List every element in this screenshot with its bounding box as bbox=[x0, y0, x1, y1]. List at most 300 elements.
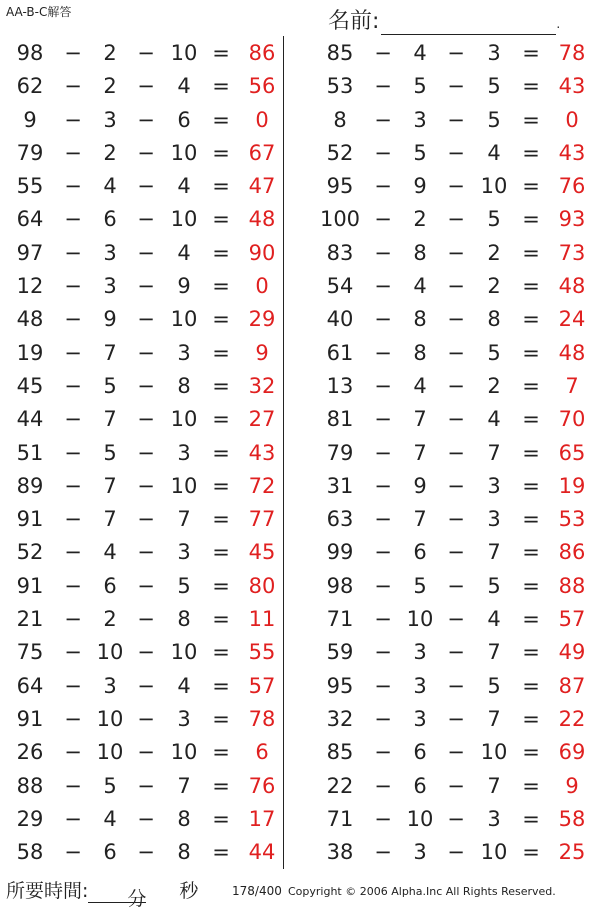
minuend: 29 bbox=[16, 806, 44, 831]
minus-sign: − bbox=[64, 274, 82, 299]
subtrahend-2: 7 bbox=[177, 773, 191, 798]
answer: 48 bbox=[558, 274, 586, 299]
minutes-blank bbox=[88, 884, 147, 910]
minus-sign: − bbox=[447, 507, 465, 532]
problem-row bbox=[300, 770, 600, 803]
equals-sign: = bbox=[522, 806, 540, 831]
problem-row bbox=[0, 104, 300, 137]
problem-row bbox=[0, 237, 300, 270]
minus-sign: − bbox=[447, 74, 465, 99]
minuend: 40 bbox=[326, 307, 354, 332]
problem-row bbox=[300, 237, 600, 270]
answer: 57 bbox=[558, 607, 586, 632]
minus-sign: − bbox=[447, 607, 465, 632]
minus-sign: − bbox=[64, 340, 82, 365]
subtrahend-2: 5 bbox=[487, 107, 501, 132]
minus-sign: − bbox=[374, 274, 392, 299]
subtrahend-1: 10 bbox=[406, 806, 434, 831]
minuend: 89 bbox=[16, 473, 44, 498]
equals-sign: = bbox=[522, 74, 540, 99]
minus-sign: − bbox=[447, 573, 465, 598]
minus-sign: − bbox=[137, 373, 155, 398]
problem-row bbox=[0, 803, 300, 836]
subtrahend-2: 10 bbox=[480, 840, 508, 865]
minus-sign: − bbox=[64, 607, 82, 632]
minuend: 98 bbox=[326, 573, 354, 598]
answer: 87 bbox=[558, 673, 586, 698]
subtrahend-2: 10 bbox=[170, 140, 198, 165]
minus-sign: − bbox=[137, 307, 155, 332]
subtrahend-2: 10 bbox=[480, 740, 508, 765]
subtrahend-1: 4 bbox=[413, 41, 427, 65]
subtrahend-2: 3 bbox=[487, 806, 501, 831]
minus-sign: − bbox=[447, 473, 465, 498]
equals-sign: = bbox=[522, 207, 540, 232]
minuend: 38 bbox=[326, 840, 354, 865]
minus-sign: − bbox=[374, 473, 392, 498]
problem-row bbox=[0, 836, 300, 869]
minuend: 88 bbox=[16, 773, 44, 798]
minus-sign: − bbox=[374, 440, 392, 465]
minus-sign: − bbox=[137, 207, 155, 232]
minus-sign: − bbox=[137, 140, 155, 165]
subtrahend-2: 7 bbox=[487, 540, 501, 565]
minus-sign: − bbox=[64, 706, 82, 731]
equals-sign: = bbox=[522, 640, 540, 665]
minuend: 85 bbox=[326, 740, 354, 765]
equals-sign: = bbox=[522, 773, 540, 798]
answer: 58 bbox=[558, 806, 586, 831]
minuend: 95 bbox=[326, 174, 354, 199]
subtrahend-1: 6 bbox=[103, 840, 117, 865]
subtrahend-1: 8 bbox=[413, 307, 427, 332]
seconds-label: 秒 bbox=[179, 880, 199, 902]
time-taken-field bbox=[6, 876, 199, 910]
subtrahend-1: 10 bbox=[96, 740, 124, 765]
minus-sign: − bbox=[64, 473, 82, 498]
time-taken-label: 所要時間: bbox=[6, 880, 89, 902]
equals-sign: = bbox=[522, 307, 540, 332]
problem-row bbox=[0, 170, 300, 203]
subtrahend-2: 8 bbox=[177, 607, 191, 632]
subtrahend-2: 4 bbox=[177, 673, 191, 698]
problem-row bbox=[300, 736, 600, 769]
minus-sign: − bbox=[137, 806, 155, 831]
subtrahend-2: 4 bbox=[487, 607, 501, 632]
minus-sign: − bbox=[374, 773, 392, 798]
subtrahend-2: 10 bbox=[170, 640, 198, 665]
subtrahend-2: 7 bbox=[487, 440, 501, 465]
problem-row bbox=[0, 70, 300, 103]
subtrahend-2: 4 bbox=[177, 174, 191, 199]
answer: 9 bbox=[255, 340, 269, 365]
problem-row bbox=[300, 803, 600, 836]
minuend: 91 bbox=[16, 706, 44, 731]
problem-row bbox=[300, 370, 600, 403]
subtrahend-1: 2 bbox=[413, 207, 427, 232]
subtrahend-2: 3 bbox=[177, 540, 191, 565]
subtrahend-2: 5 bbox=[487, 673, 501, 698]
subtrahend-2: 8 bbox=[177, 840, 191, 865]
subtrahend-2: 3 bbox=[487, 41, 501, 65]
minuend: 99 bbox=[326, 540, 354, 565]
name-label: 名前: bbox=[328, 9, 380, 34]
right-problem-column bbox=[300, 37, 600, 869]
minuend: 31 bbox=[326, 473, 354, 498]
equals-sign: = bbox=[212, 740, 230, 765]
subtrahend-1: 6 bbox=[103, 207, 117, 232]
subtrahend-2: 3 bbox=[177, 440, 191, 465]
minuend: 12 bbox=[16, 274, 44, 299]
answer: 19 bbox=[558, 473, 586, 498]
equals-sign: = bbox=[522, 540, 540, 565]
problem-row bbox=[300, 137, 600, 170]
minus-sign: − bbox=[64, 673, 82, 698]
minuend: 52 bbox=[16, 540, 44, 565]
answer: 76 bbox=[248, 773, 276, 798]
equals-sign: = bbox=[522, 473, 540, 498]
problem-row bbox=[0, 536, 300, 569]
subtrahend-2: 10 bbox=[170, 307, 198, 332]
subtrahend-1: 10 bbox=[96, 706, 124, 731]
minus-sign: − bbox=[447, 773, 465, 798]
equals-sign: = bbox=[212, 107, 230, 132]
subtrahend-1: 7 bbox=[413, 407, 427, 432]
minus-sign: − bbox=[447, 373, 465, 398]
answer: 47 bbox=[248, 174, 276, 199]
equals-sign: = bbox=[522, 507, 540, 532]
minuend: 61 bbox=[326, 340, 354, 365]
equals-sign: = bbox=[522, 573, 540, 598]
answer: 70 bbox=[558, 407, 586, 432]
answer: 78 bbox=[248, 706, 276, 731]
minus-sign: − bbox=[64, 240, 82, 265]
subtrahend-2: 2 bbox=[487, 274, 501, 299]
subtrahend-2: 3 bbox=[487, 507, 501, 532]
subtrahend-1: 7 bbox=[103, 507, 117, 532]
equals-sign: = bbox=[522, 373, 540, 398]
minus-sign: − bbox=[64, 174, 82, 199]
minus-sign: − bbox=[64, 41, 82, 65]
problem-row bbox=[300, 703, 600, 736]
minus-sign: − bbox=[374, 74, 392, 99]
answer: 67 bbox=[248, 140, 276, 165]
subtrahend-1: 4 bbox=[103, 540, 117, 565]
subtrahend-2: 2 bbox=[487, 373, 501, 398]
minuend: 63 bbox=[326, 507, 354, 532]
minuend: 79 bbox=[16, 140, 44, 165]
minus-sign: − bbox=[374, 607, 392, 632]
subtrahend-2: 5 bbox=[487, 340, 501, 365]
answer: 86 bbox=[558, 540, 586, 565]
minus-sign: − bbox=[447, 107, 465, 132]
minuend: 71 bbox=[326, 607, 354, 632]
minus-sign: − bbox=[447, 174, 465, 199]
subtrahend-2: 10 bbox=[170, 407, 198, 432]
minuend: 51 bbox=[16, 440, 44, 465]
subtrahend-2: 8 bbox=[487, 307, 501, 332]
subtrahend-1: 9 bbox=[103, 307, 117, 332]
problem-row bbox=[0, 437, 300, 470]
equals-sign: = bbox=[212, 473, 230, 498]
equals-sign: = bbox=[522, 840, 540, 865]
minus-sign: − bbox=[137, 473, 155, 498]
subtrahend-1: 3 bbox=[413, 107, 427, 132]
equals-sign: = bbox=[212, 41, 230, 65]
subtrahend-2: 6 bbox=[177, 107, 191, 132]
minus-sign: − bbox=[137, 407, 155, 432]
answer: 29 bbox=[248, 307, 276, 332]
subtrahend-1: 3 bbox=[413, 840, 427, 865]
answer: 69 bbox=[558, 740, 586, 765]
minus-sign: − bbox=[374, 640, 392, 665]
minus-sign: − bbox=[64, 307, 82, 332]
problem-row bbox=[300, 470, 600, 503]
minus-sign: − bbox=[64, 806, 82, 831]
answer: 0 bbox=[255, 274, 269, 299]
subtrahend-1: 7 bbox=[103, 473, 117, 498]
subtrahend-1: 3 bbox=[413, 640, 427, 665]
minuend: 8 bbox=[333, 107, 347, 132]
minuend: 58 bbox=[16, 840, 44, 865]
minus-sign: − bbox=[374, 673, 392, 698]
subtrahend-2: 7 bbox=[487, 640, 501, 665]
equals-sign: = bbox=[522, 240, 540, 265]
problem-row bbox=[300, 203, 600, 236]
minus-sign: − bbox=[64, 507, 82, 532]
subtrahend-1: 9 bbox=[413, 174, 427, 199]
answer: 0 bbox=[565, 107, 579, 132]
minus-sign: − bbox=[447, 407, 465, 432]
minus-sign: − bbox=[137, 573, 155, 598]
equals-sign: = bbox=[212, 773, 230, 798]
answer: 90 bbox=[248, 240, 276, 265]
equals-sign: = bbox=[212, 540, 230, 565]
minus-sign: − bbox=[137, 340, 155, 365]
equals-sign: = bbox=[522, 340, 540, 365]
problem-row bbox=[0, 203, 300, 236]
worksheet-title: AA-B-C解答 bbox=[6, 5, 72, 19]
problem-row bbox=[0, 636, 300, 669]
minus-sign: − bbox=[447, 840, 465, 865]
subtrahend-1: 5 bbox=[103, 373, 117, 398]
minuend: 64 bbox=[16, 673, 44, 698]
problem-row bbox=[300, 503, 600, 536]
problem-row bbox=[0, 270, 300, 303]
problem-row bbox=[300, 70, 600, 103]
minus-sign: − bbox=[374, 140, 392, 165]
subtrahend-1: 6 bbox=[103, 573, 117, 598]
minus-sign: − bbox=[64, 107, 82, 132]
equals-sign: = bbox=[212, 706, 230, 731]
equals-sign: = bbox=[212, 806, 230, 831]
minus-sign: − bbox=[447, 207, 465, 232]
subtrahend-2: 5 bbox=[487, 207, 501, 232]
subtrahend-2: 8 bbox=[177, 806, 191, 831]
subtrahend-2: 8 bbox=[177, 373, 191, 398]
equals-sign: = bbox=[212, 274, 230, 299]
problem-row bbox=[0, 37, 300, 70]
answer: 7 bbox=[565, 373, 579, 398]
subtrahend-1: 8 bbox=[413, 340, 427, 365]
subtrahend-1: 7 bbox=[413, 507, 427, 532]
minuend: 53 bbox=[326, 74, 354, 99]
minuend: 95 bbox=[326, 673, 354, 698]
subtrahend-2: 10 bbox=[170, 740, 198, 765]
subtrahend-1: 5 bbox=[413, 140, 427, 165]
equals-sign: = bbox=[522, 407, 540, 432]
subtrahend-2: 4 bbox=[487, 407, 501, 432]
subtrahend-2: 10 bbox=[170, 473, 198, 498]
problem-row bbox=[300, 437, 600, 470]
minus-sign: − bbox=[64, 373, 82, 398]
subtrahend-2: 2 bbox=[487, 240, 501, 265]
problem-row bbox=[300, 603, 600, 636]
minuend: 62 bbox=[16, 74, 44, 99]
minus-sign: − bbox=[374, 174, 392, 199]
equals-sign: = bbox=[212, 640, 230, 665]
problem-row bbox=[0, 303, 300, 336]
minuend: 81 bbox=[326, 407, 354, 432]
subtrahend-1: 10 bbox=[406, 607, 434, 632]
subtrahend-1: 4 bbox=[103, 806, 117, 831]
answer: 53 bbox=[558, 507, 586, 532]
page-number: 178/400 bbox=[232, 884, 282, 898]
subtrahend-1: 6 bbox=[413, 773, 427, 798]
minus-sign: − bbox=[64, 74, 82, 99]
subtrahend-1: 2 bbox=[103, 140, 117, 165]
minus-sign: − bbox=[374, 507, 392, 532]
equals-sign: = bbox=[522, 607, 540, 632]
problem-row bbox=[0, 370, 300, 403]
problem-row bbox=[0, 503, 300, 536]
answer: 43 bbox=[558, 140, 586, 165]
minus-sign: − bbox=[137, 840, 155, 865]
problem-row bbox=[0, 337, 300, 370]
answer: 93 bbox=[558, 207, 586, 232]
minuend: 79 bbox=[326, 440, 354, 465]
problem-row bbox=[0, 403, 300, 436]
minus-sign: − bbox=[374, 41, 392, 65]
problem-row bbox=[0, 570, 300, 603]
problem-row bbox=[300, 636, 600, 669]
answer: 43 bbox=[248, 440, 276, 465]
problem-row bbox=[300, 337, 600, 370]
minus-sign: − bbox=[137, 773, 155, 798]
subtrahend-1: 4 bbox=[413, 373, 427, 398]
minus-sign: − bbox=[447, 41, 465, 65]
answer: 48 bbox=[248, 207, 276, 232]
subtrahend-1: 3 bbox=[413, 706, 427, 731]
minus-sign: − bbox=[447, 340, 465, 365]
subtrahend-2: 3 bbox=[177, 706, 191, 731]
subtrahend-1: 7 bbox=[413, 440, 427, 465]
answer: 11 bbox=[248, 607, 276, 632]
subtrahend-1: 5 bbox=[413, 573, 427, 598]
minus-sign: − bbox=[137, 607, 155, 632]
answer: 56 bbox=[248, 74, 276, 99]
minus-sign: − bbox=[374, 840, 392, 865]
subtrahend-1: 2 bbox=[103, 74, 117, 99]
minuend: 71 bbox=[326, 806, 354, 831]
problem-row bbox=[0, 137, 300, 170]
answer: 65 bbox=[558, 440, 586, 465]
answer: 24 bbox=[558, 307, 586, 332]
equals-sign: = bbox=[212, 207, 230, 232]
minus-sign: − bbox=[374, 407, 392, 432]
problem-row bbox=[300, 37, 600, 70]
minus-sign: − bbox=[447, 806, 465, 831]
answer: 72 bbox=[248, 473, 276, 498]
problem-row bbox=[300, 670, 600, 703]
equals-sign: = bbox=[522, 440, 540, 465]
answer: 88 bbox=[558, 573, 586, 598]
minus-sign: − bbox=[64, 207, 82, 232]
subtrahend-1: 7 bbox=[103, 407, 117, 432]
minus-sign: − bbox=[447, 673, 465, 698]
equals-sign: = bbox=[212, 607, 230, 632]
minus-sign: − bbox=[374, 207, 392, 232]
answer: 45 bbox=[248, 540, 276, 565]
problem-row bbox=[0, 703, 300, 736]
minus-sign: − bbox=[447, 440, 465, 465]
problem-row bbox=[0, 470, 300, 503]
problem-row bbox=[0, 770, 300, 803]
minus-sign: − bbox=[447, 540, 465, 565]
answer: 43 bbox=[558, 74, 586, 99]
minus-sign: − bbox=[374, 340, 392, 365]
subtrahend-1: 7 bbox=[103, 340, 117, 365]
minuend: 26 bbox=[16, 740, 44, 765]
subtrahend-1: 10 bbox=[96, 640, 124, 665]
minus-sign: − bbox=[137, 74, 155, 99]
minuend: 64 bbox=[16, 207, 44, 232]
answer: 77 bbox=[248, 507, 276, 532]
answer: 73 bbox=[558, 240, 586, 265]
subtrahend-1: 5 bbox=[103, 440, 117, 465]
minuend: 97 bbox=[16, 240, 44, 265]
subtrahend-1: 8 bbox=[413, 240, 427, 265]
subtrahend-1: 5 bbox=[103, 773, 117, 798]
answer: 22 bbox=[558, 706, 586, 731]
minus-sign: − bbox=[374, 373, 392, 398]
minuend: 21 bbox=[16, 607, 44, 632]
equals-sign: = bbox=[522, 740, 540, 765]
subtrahend-1: 5 bbox=[413, 74, 427, 99]
equals-sign: = bbox=[212, 573, 230, 598]
minuend: 9 bbox=[23, 107, 37, 132]
left-problem-column bbox=[0, 37, 300, 869]
problem-row bbox=[300, 104, 600, 137]
subtrahend-2: 3 bbox=[487, 473, 501, 498]
answer: 9 bbox=[565, 773, 579, 798]
subtrahend-1: 9 bbox=[413, 473, 427, 498]
minus-sign: − bbox=[64, 407, 82, 432]
subtrahend-2: 9 bbox=[177, 274, 191, 299]
answer: 17 bbox=[248, 806, 276, 831]
subtrahend-2: 10 bbox=[480, 174, 508, 199]
answer: 57 bbox=[248, 673, 276, 698]
subtrahend-2: 4 bbox=[177, 74, 191, 99]
minus-sign: − bbox=[447, 240, 465, 265]
minus-sign: − bbox=[137, 240, 155, 265]
minus-sign: − bbox=[137, 706, 155, 731]
equals-sign: = bbox=[212, 373, 230, 398]
equals-sign: = bbox=[212, 140, 230, 165]
answer: 49 bbox=[558, 640, 586, 665]
minus-sign: − bbox=[137, 640, 155, 665]
problem-row bbox=[300, 270, 600, 303]
